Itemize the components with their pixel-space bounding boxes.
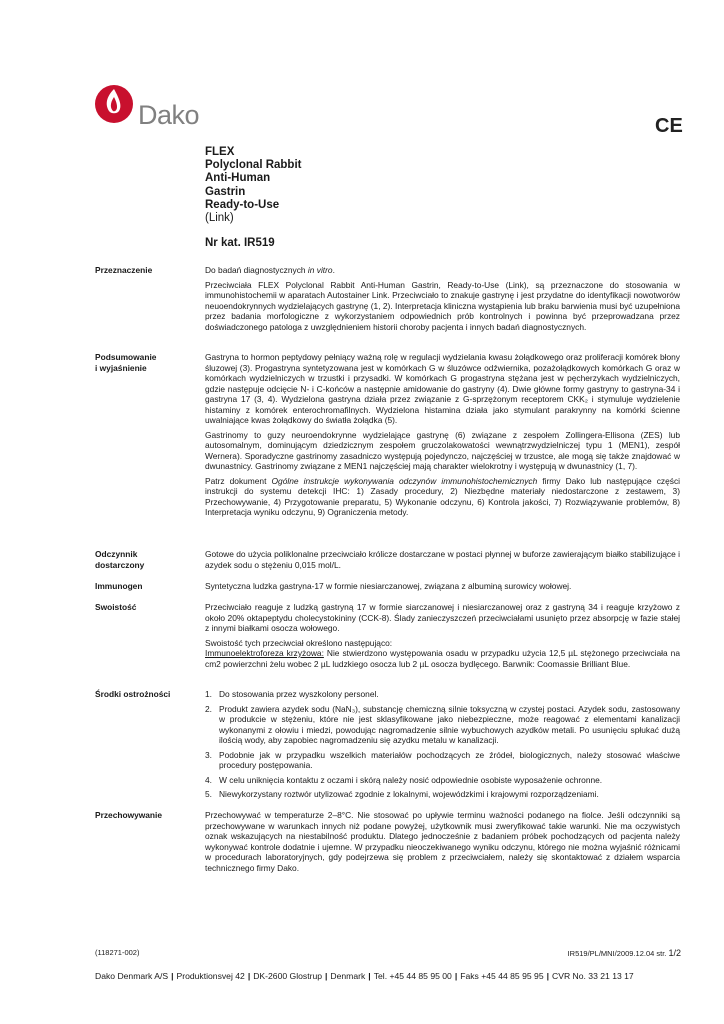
separator: |	[368, 971, 371, 981]
paragraph: Przechowywać w temperaturze 2–8°C. Nie stosować po upływie terminu ważności podanego na fiolce. Jeśli odczynniki są przechowywane w warunkach innych niż podane powyżej, użytkownik musi zweryfikować takie warunki. Nie ma oczywistych oznak wskazujących na niestabilność produktu. Dlatego jednocześnie z badaniem próbek pochodzących od pacjenta należy wykonywać kontrole dodatnie i ujemne. W przypadku nieoczekiwanego wyniku odczynu, którego nie można wyjaśnić różnicami w procedurach laboratoryjnych, gdy podejrzewa się problem z przeciwciałem, należy się skontaktować z działem wsparcia technicznego firmy Dako.	[205, 810, 680, 873]
list-number: 2.	[205, 703, 212, 714]
section-content	[205, 810, 680, 877]
phone: Tel. +45 44 85 95 00	[373, 971, 452, 981]
doc-ref: IR519/PL/MNI/2009.12.04 str.	[567, 949, 667, 958]
text-italic: in vitro	[307, 265, 333, 275]
section-content	[205, 265, 680, 336]
list-text: W celu uniknięcia kontaktu z oczami i skórą należy nosić odpowiednie osobiste wyposażenie ochronne.	[219, 774, 603, 785]
list-number: 3.	[205, 749, 212, 760]
paragraph: Przeciwciało reaguje z ludzką gastryną 17 w formie siarczanowej i niesiarczanowej oraz z gastryną 34 i reaguje krzyżowo z około 20% oktapeptydu cholecystokininy (CCK-8). Ślady zanieczyszczeń przeciwciałami usunięto przez absorpcję w fazie stałej z innymi białkami osocza wołowego.	[205, 602, 680, 633]
page-number: 1/2	[668, 948, 681, 958]
text: Nie stwierdzono występowania osadu w przypadku użycia 12,5 µL stężonego przeciwciała na cm2 powierzchni żelu wobec 2 µL ludzkiego osocza lub 2 µL osocza bydlęcego. Barwnik: Coomassie Brilliant Blue.	[205, 648, 681, 669]
precautions-list	[205, 689, 680, 800]
paragraph: Gastryna to hormon peptydowy pełniący ważną rolę w regulacji wydzielania kwasu żołądkowego oraz proliferacji komórek błony śluzowej (3). Progastryna syntetyzowana jest w komórkach G w śluzówce odźwiernika, pozażołądkowych komórkach G oraz w komórkach wydzielniczych w trzustki i przysadki. W komórkach G progastryna stężana jest w pęcherzykach wydzielniczych, gdzie następuje odcięcie N- i C-końców a następnie amidowanie do gastryny (4). Dwie główne formy gastryny to gastryna-34 i gastryna 17 (3, 4). Wydzielona gastryna działa przez związanie z G-sprzężonym receptorem CKK₂ i stymuluje wydzielenie histaminy z komórek enterochromafilnych. Wydzielona histamina działa jako stymulant parakrynny na komórki ścienne uwalniające kwas żołądkowy do światła żołądka (5).	[205, 352, 680, 425]
list-number: 4.	[205, 774, 212, 785]
fax: Faks +45 44 85 95 95	[460, 971, 544, 981]
product-line: FLEX	[205, 146, 235, 158]
text-italic: Ogólne instrukcje wykonywania odczynów immunohistochemicznych	[271, 475, 538, 486]
text: Do badań diagnostycznych	[205, 265, 308, 275]
document-code: (118271-002)	[95, 948, 140, 957]
product-line: (Link)	[205, 212, 234, 225]
list-text: Do stosowania przez wyszkolony personel.	[219, 689, 379, 699]
product-line: Gastrin	[205, 185, 246, 198]
section-label	[95, 549, 195, 570]
list-item	[205, 775, 680, 786]
address-street: Produktionsvej 42	[176, 971, 245, 981]
list-item	[205, 689, 680, 700]
list-item	[205, 704, 680, 746]
cvr-number: CVR No. 33 21 13 17	[552, 971, 634, 981]
text: Patrz dokument	[205, 475, 272, 486]
address-city: DK-2600 Glostrup	[253, 971, 323, 981]
list-text: Podobnie jak w przypadku wszelkich materiałów pochodzących ze źródeł, biologicznych, należy stosować właściwe procedury postępowania.	[219, 749, 680, 770]
section-content	[205, 352, 680, 522]
company-name: Dako Denmark A/S	[95, 971, 169, 981]
list-text: Niewykorzystany roztwór utylizować zgodnie z lokalnymi, wojewódzkimi i krajowymi rozporządzeniami.	[219, 789, 599, 799]
label-line: Podsumowanie	[95, 352, 157, 362]
paragraph: Swoistość tych przeciwciał określono następująco:	[205, 637, 393, 648]
paragraph: Przeciwciała FLEX Polyclonal Rabbit Anti-Human Gastrin, Ready-to-Use (Link), są przeznaczone do stosowania w immunohistochemii w aparatach Autostainer Link. Przeciwciało to znakuje gastrynę i jest przydatne do identyfikacji nowotworów neuoendokrynnych wydzielających gastrynę (1, 2). Interpretacja kliniczna wystąpienia lub braku barwienia musi być uzupełniona przez badania morfologiczne z wykorzystaniem odpowiednich prób kontrolnych i powinna być przeprowadzana przez doświadczonego patologa z uwzględnieniem historii choroby pacjenta i innych badań diagnostycznych.	[205, 279, 680, 332]
list-item	[205, 789, 680, 800]
separator: |	[325, 971, 328, 981]
list-text: Produkt zawiera azydek sodu (NaN₃), substancję chemiczną silnie toksyczną w czystej postaci. Azydek sodu, zastosowany w produkcie w stężeniu, które nie jest sklasyfikowane jako niebezpieczne, może reagować z elementami kanalizacji wykonanymi z ołowiu i miedzi, powodując nagromadzenie silnie wybuchowych azydków metali. Po usunięciu spłukać dużą ilością wody, aby zapobiec nagromadzeniu się azydku metalu w kanalizacji.	[219, 703, 680, 745]
section-content	[205, 549, 680, 574]
separator: |	[171, 971, 174, 981]
list-number: 5.	[205, 789, 212, 799]
page-reference	[533, 948, 681, 958]
paragraph: Gastrinomy to guzy neuroendokrynne wydzielające gastrynę (6) związane z zespołem Zollingera-Ellisona (ZES) lub autosomalnym, dominującym dziedzicznym zespołem gruczolakowatości wewnątrzwydzielniczej typu 1 (MEN1), zespół Wernera). Sporadyczne gastrinomy zasadniczo występują pojedynczo, najczęściej w trzustce, ale mogą się także znajdować w dwunastnicy. Gastrinomy związane z MEN1 najczęściej mają charakter wielokrotny i występują w dwunastnicy (1, 7).	[205, 429, 680, 471]
label-line: dostarczony	[95, 559, 145, 570]
section-label: Przeznaczenie	[95, 265, 153, 275]
section-label	[95, 352, 195, 373]
separator: |	[247, 971, 251, 981]
list-number: 1.	[205, 689, 212, 699]
section-label: Immunogen	[95, 581, 143, 591]
product-title	[205, 146, 302, 225]
list-item	[205, 750, 680, 771]
label-line: Odczynnik	[95, 549, 138, 559]
section-label: Swoistość	[95, 602, 137, 612]
paragraph: Syntetyczna ludzka gastryna-17 w formie niesiarczanowej, związana z albuminą surowicy wołowej.	[205, 581, 572, 591]
ce-mark: CE	[655, 115, 683, 137]
separator: |	[454, 971, 458, 981]
text-underlined: Immunoelektroforeza krzyżowa:	[205, 648, 324, 658]
address-country: Denmark	[330, 971, 366, 981]
company-contact-bar	[95, 971, 685, 981]
text: .	[332, 265, 335, 275]
section-content	[205, 581, 680, 596]
label-line: i wyjaśnienie	[95, 362, 147, 373]
section-label: Przechowywanie	[95, 810, 163, 820]
section-content	[205, 689, 680, 804]
separator: |	[546, 971, 550, 981]
product-line: Ready-to-Use	[205, 198, 280, 211]
section-label: Środki ostrożności	[95, 689, 171, 699]
text: firmy Dako lub następujące części instrukcji do systemu detekcji IHC: 1) Zasady procedury, 2) Niezbędne materiały niedostarczone z zestawem, 3) Przechowywanie, 4) Przygotowanie preparatu, 5) Wykonanie odczynu, 6) Kontrola jakości, 7) Rozwiązywanie problemów, 8) Interpretacja wyniku odczynu, 9) Ograniczenia metody.	[205, 475, 681, 517]
paragraph: Gotowe do użycia poliklonalne przeciwciało królicze dostarczane w postaci płynnej w buforze zawierającym białko stabilizujące i azydek sodu o stężeniu 0,015 mol/L.	[205, 549, 680, 570]
dako-flame-icon	[94, 83, 140, 127]
product-line: Anti-Human	[205, 172, 271, 185]
section-content	[205, 602, 680, 673]
catalog-number: Nr kat. IR519	[205, 237, 275, 249]
dako-wordmark: Dako	[138, 100, 200, 130]
product-line: Polyclonal Rabbit	[205, 159, 302, 172]
